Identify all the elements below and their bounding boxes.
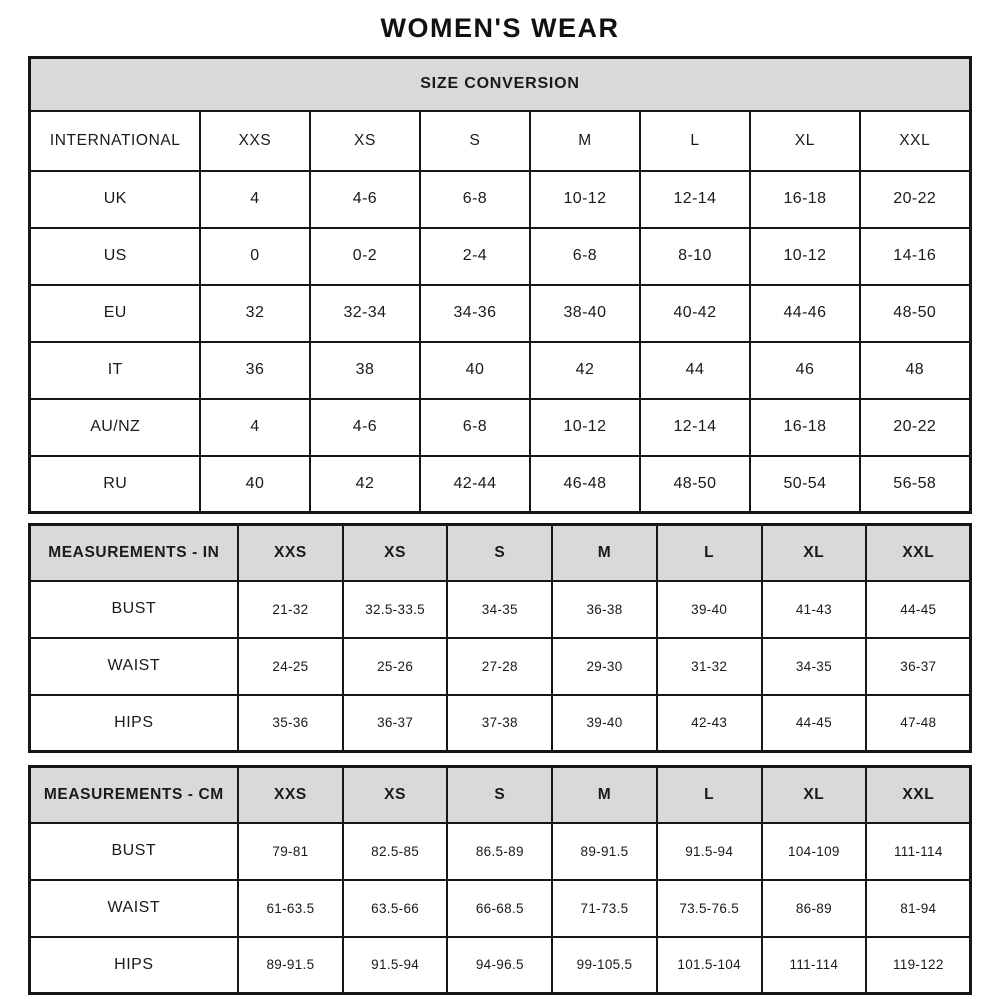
value-cell: 10-12 [750, 228, 860, 285]
value-cell: 37-38 [447, 695, 552, 752]
value-cell: 6-8 [530, 228, 640, 285]
column-header-xxl: XXL [866, 767, 971, 823]
value-cell: 38 [310, 342, 420, 399]
value-cell: 39-40 [657, 581, 762, 638]
table-row-bust [29, 823, 971, 880]
value-cell: 32.5-33.5 [343, 581, 448, 638]
value-cell: 111-114 [762, 937, 867, 994]
value-cell: 4 [200, 399, 310, 456]
value-cell: 42-44 [420, 456, 530, 513]
column-header-xxs: XXS [238, 767, 343, 823]
value-cell: 25-26 [343, 638, 448, 695]
value-cell: 47-48 [866, 695, 971, 752]
column-header-xs: XS [310, 111, 420, 171]
value-cell: 46-48 [530, 456, 640, 513]
column-header-s: S [447, 767, 552, 823]
value-cell: 4 [200, 171, 310, 228]
value-cell: 0 [200, 228, 310, 285]
value-cell: 42 [310, 456, 420, 513]
value-cell: 82.5-85 [343, 823, 448, 880]
value-cell: 36 [200, 342, 310, 399]
value-cell: 86.5-89 [447, 823, 552, 880]
value-cell: 40 [420, 342, 530, 399]
column-header-s: S [447, 525, 552, 581]
value-cell: 39-40 [552, 695, 657, 752]
value-cell: 63.5-66 [343, 880, 448, 937]
column-header-xs: XS [343, 767, 448, 823]
column-header-xxl: XXL [866, 525, 971, 581]
value-cell: 73.5-76.5 [657, 880, 762, 937]
value-cell: 48-50 [860, 285, 970, 342]
value-cell: 86-89 [762, 880, 867, 937]
column-header-l: L [657, 767, 762, 823]
value-cell: 104-109 [762, 823, 867, 880]
row-label: IT [30, 342, 200, 399]
value-cell: 36-37 [866, 638, 971, 695]
table-row-waist [29, 880, 971, 937]
value-cell: 48 [860, 342, 970, 399]
value-cell: 71-73.5 [552, 880, 657, 937]
column-header-xxs: XXS [200, 111, 310, 171]
value-cell: 91.5-94 [657, 823, 762, 880]
measurements-cm-header: MEASUREMENTS - CM [29, 767, 238, 823]
value-cell: 91.5-94 [343, 937, 448, 994]
row-label: UK [30, 171, 200, 228]
value-cell: 27-28 [447, 638, 552, 695]
value-cell: 44-45 [762, 695, 867, 752]
row-label: BUST [29, 823, 238, 880]
value-cell: 41-43 [762, 581, 867, 638]
value-cell: 81-94 [866, 880, 971, 937]
value-cell: 10-12 [530, 399, 640, 456]
value-cell: 99-105.5 [552, 937, 657, 994]
column-header-xxs: XXS [238, 525, 343, 581]
value-cell: 50-54 [750, 456, 860, 513]
column-header-m: M [552, 767, 657, 823]
column-header-xl: XL [762, 767, 867, 823]
row-label: AU/NZ [30, 399, 200, 456]
table-row-it [30, 342, 970, 399]
row-label: US [30, 228, 200, 285]
value-cell: 4-6 [310, 399, 420, 456]
row-label: RU [30, 456, 200, 513]
value-cell: 42 [530, 342, 640, 399]
value-cell: 34-35 [447, 581, 552, 638]
row-label: HIPS [29, 937, 238, 994]
table-row-hips [29, 937, 971, 994]
table-row-waist [29, 638, 971, 695]
column-header-l: L [657, 525, 762, 581]
value-cell: 24-25 [238, 638, 343, 695]
value-cell: 12-14 [640, 399, 750, 456]
value-cell: 31-32 [657, 638, 762, 695]
column-header-m: M [530, 111, 640, 171]
row-label: WAIST [29, 880, 238, 937]
size-conversion-header-row [30, 58, 970, 111]
value-cell: 46 [750, 342, 860, 399]
column-header-international: INTERNATIONAL [30, 111, 200, 171]
value-cell: 16-18 [750, 171, 860, 228]
table-row-uk [30, 171, 970, 228]
table-row-eu [30, 285, 970, 342]
value-cell: 40 [200, 456, 310, 513]
value-cell: 34-35 [762, 638, 867, 695]
column-header-xs: XS [343, 525, 448, 581]
value-cell: 10-12 [530, 171, 640, 228]
value-cell: 101.5-104 [657, 937, 762, 994]
value-cell: 56-58 [860, 456, 970, 513]
column-header-l: L [640, 111, 750, 171]
table-row-us [30, 228, 970, 285]
column-header-xl: XL [762, 525, 867, 581]
value-cell: 29-30 [552, 638, 657, 695]
value-cell: 34-36 [420, 285, 530, 342]
measurements-in-table [28, 523, 973, 753]
value-cell: 20-22 [860, 171, 970, 228]
value-cell: 42-43 [657, 695, 762, 752]
value-cell: 94-96.5 [447, 937, 552, 994]
value-cell: 12-14 [640, 171, 750, 228]
value-cell: 44-46 [750, 285, 860, 342]
value-cell: 111-114 [866, 823, 971, 880]
measurements-cm-header-row [29, 767, 971, 823]
row-label: EU [30, 285, 200, 342]
size-conversion-column-header-row [30, 111, 970, 171]
measurements-in-header: MEASUREMENTS - IN [29, 525, 238, 581]
value-cell: 89-91.5 [552, 823, 657, 880]
table-row-ru [30, 456, 970, 513]
row-label: HIPS [29, 695, 238, 752]
value-cell: 36-37 [343, 695, 448, 752]
size-conversion-table [28, 56, 971, 514]
value-cell: 35-36 [238, 695, 343, 752]
page-title: WOMEN'S WEAR [380, 13, 620, 43]
value-cell: 89-91.5 [238, 937, 343, 994]
value-cell: 20-22 [860, 399, 970, 456]
table-row-au-nz [30, 399, 970, 456]
value-cell: 4-6 [310, 171, 420, 228]
value-cell: 21-32 [238, 581, 343, 638]
value-cell: 36-38 [552, 581, 657, 638]
value-cell: 14-16 [860, 228, 970, 285]
measurements-cm-table [28, 765, 973, 995]
row-label: BUST [29, 581, 238, 638]
value-cell: 40-42 [640, 285, 750, 342]
size-conversion-header: SIZE CONVERSION [30, 58, 970, 111]
value-cell: 44-45 [866, 581, 971, 638]
value-cell: 66-68.5 [447, 880, 552, 937]
column-header-xxl: XXL [860, 111, 970, 171]
value-cell: 16-18 [750, 399, 860, 456]
row-label: WAIST [29, 638, 238, 695]
value-cell: 6-8 [420, 399, 530, 456]
table-row-hips [29, 695, 971, 752]
measurements-in-header-row [29, 525, 971, 581]
column-header-m: M [552, 525, 657, 581]
value-cell: 2-4 [420, 228, 530, 285]
value-cell: 32 [200, 285, 310, 342]
value-cell: 48-50 [640, 456, 750, 513]
table-row-bust [29, 581, 971, 638]
value-cell: 119-122 [866, 937, 971, 994]
value-cell: 32-34 [310, 285, 420, 342]
value-cell: 6-8 [420, 171, 530, 228]
value-cell: 8-10 [640, 228, 750, 285]
value-cell: 44 [640, 342, 750, 399]
value-cell: 79-81 [238, 823, 343, 880]
column-header-s: S [420, 111, 530, 171]
value-cell: 0-2 [310, 228, 420, 285]
value-cell: 61-63.5 [238, 880, 343, 937]
column-header-xl: XL [750, 111, 860, 171]
value-cell: 38-40 [530, 285, 640, 342]
